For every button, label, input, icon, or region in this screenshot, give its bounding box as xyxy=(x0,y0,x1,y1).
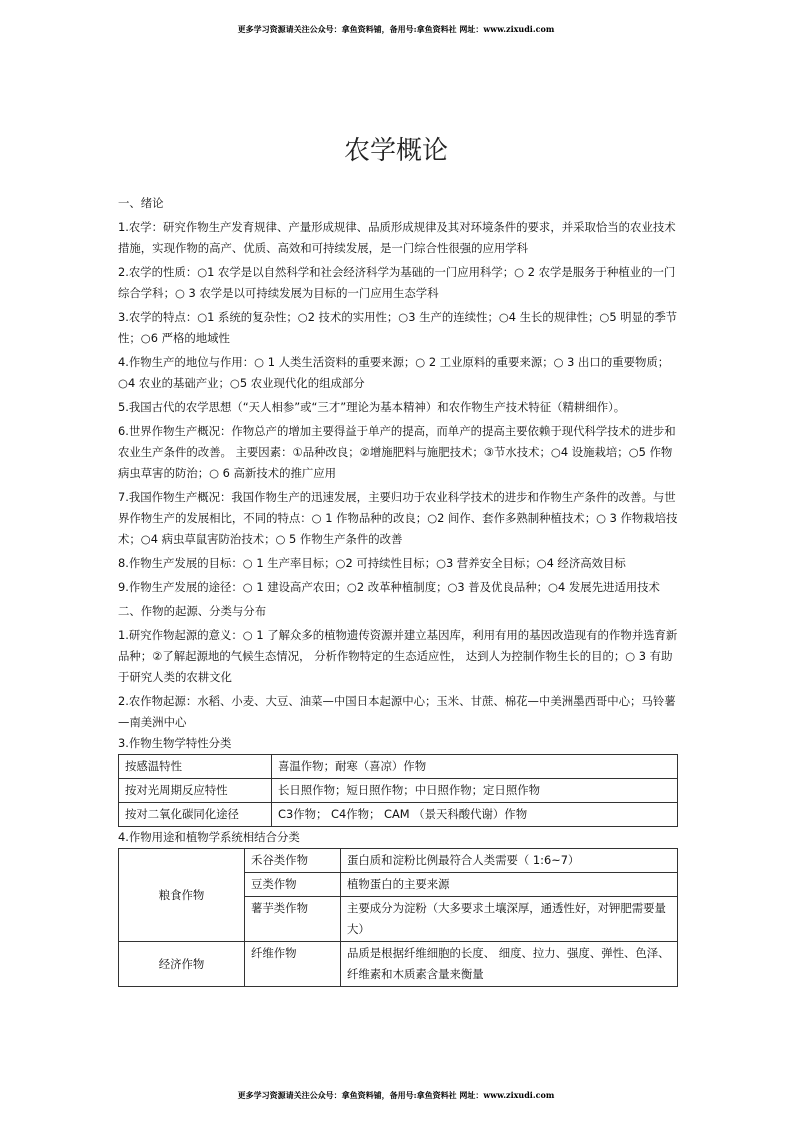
table-cell: 纤维作物 xyxy=(245,942,341,987)
table-cell: C3作物； C4作物； CAM （景天科酸代谢）作物 xyxy=(272,803,678,827)
table-cell: 植物蛋白的主要来源 xyxy=(341,873,678,897)
table-cell: 豆类作物 xyxy=(245,873,341,897)
paragraph: 1.农学：研究作物生产发育规律、产量形成规律、品质形成规律及其对环境条件的要求，并采取恰当的农业技术措施，实现作物的高产、优质、高效和可持续发展，是一门综合性很强的应用学科 xyxy=(118,220,676,255)
table-cell: 长日照作物；短日照作物；中日照作物；定日照作物 xyxy=(272,779,678,803)
table-caption: 4.作物用途和植物学系统相结合分类 xyxy=(118,830,300,844)
table-cell: 按对光周期反应特性 xyxy=(119,779,272,803)
paragraph: 2.农学的性质：○1 农学是以自然科学和社会经济科学为基础的一门应用科学；○ 2 农学是服务于种植业的一门综合学科；○ 3 农学是以可持续发展为目标的一门应用生态学科 xyxy=(118,265,676,300)
table-cell: 品质是根据纤维细胞的长度、 细度、拉力、强度、弹性、色泽、纤维素和木质素含量来衡量 xyxy=(341,942,678,987)
table-cell: 按对二氧化碳同化途径 xyxy=(119,803,272,827)
paragraph: 8.作物生产发展的目标：○ 1 生产率目标；○2 可持续性目标；○3 营养安全目标；○4 经济高效目标 xyxy=(118,556,626,570)
paragraph: 4.作物生产的地位与作用：○ 1 人类生活资料的重要来源；○ 2 工业原料的重要来源；○ 3 出口的重要物质；○4 农业的基础产业；○5 农业现代化的组成部分 xyxy=(118,355,670,390)
table-row xyxy=(119,779,678,803)
usage-classification-table xyxy=(118,848,678,987)
table-cell: 按感温特性 xyxy=(119,755,272,779)
paragraph: 1.研究作物起源的意义：○ 1 了解众多的植物遗传资源并建立基因库，利用有用的基因改造现有的作物并选育新品种；②了解起源地的气候生态情况， 分析作物特定的生态适应性， 达到人为控制作物生长的目的；○ 3 有助于研究人类的农耕文化 xyxy=(118,628,678,684)
paragraph: 2.农作物起源：水稻、小麦、大豆、油菜—中国日本起源中心；玉米、甘蔗、棉花—中美洲墨西哥中心；马铃薯—南美洲中心 xyxy=(118,694,676,729)
table-row xyxy=(119,803,678,827)
table-cell: 主要成分为淀粉（大多要求土壤深厚，通透性好，对钾肥需要量大） xyxy=(341,897,678,942)
table-cell: 蛋白质和淀粉比例最符合人类需要（ 1:6~7） xyxy=(341,849,678,873)
table-row xyxy=(119,942,678,987)
section-heading: 二、作物的起源、分类与分布 xyxy=(118,604,267,618)
table-row xyxy=(119,849,678,873)
header-banner: 更多学习资源请关注公众号：拿鱼资料铺，备用号:拿鱼资料社 网址：www.zixudi.com xyxy=(237,24,555,34)
footer-banner: 更多学习资源请关注公众号：拿鱼资料铺，备用号:拿鱼资料社 网址：www.zixudi.com xyxy=(237,1090,555,1100)
table-group-cell: 经济作物 xyxy=(119,942,245,987)
table-group-cell: 粮食作物 xyxy=(119,849,245,942)
table-cell: 薯芋类作物 xyxy=(245,897,341,942)
paragraph: 9.作物生产发展的途径：○ 1 建设高产农田；○2 改革种植制度；○3 普及优良品种；○4 发展先进适用技术 xyxy=(118,580,660,594)
section-heading: 一、绪论 xyxy=(118,196,164,210)
paragraph: 5.我国古代的农学思想（“天人相参”或“三才”理论为基本精神）和农作物生产技术特征（精耕细作）。 xyxy=(118,400,626,414)
paragraph: 6.世界作物生产概况：作物总产的增加主要得益于单产的提高，而单产的提高主要依赖于现代科学技术的进步和农业生产条件的改善。 主要因素：①品种改良；②增施肥料与施肥技术；③节水技术；○4 设施栽培；○5 作物病虫草害的防治；○ 6 高新技术的推广应用 xyxy=(118,424,676,480)
document-body xyxy=(118,193,678,987)
paragraph: 7.我国作物生产概况：我国作物生产的迅速发展，主要归功于农业科学技术的进步和作物生产条件的改善。与世界作物生产的发展相比，不同的特点：○ 1 作物品种的改良；○2 间作、套作多熟制种植技术；○ 3 作物栽培技术；○4 病虫草鼠害防治技术；○ 5 作物生产条件的改善 xyxy=(118,490,678,546)
table-caption: 3.作物生物学特性分类 xyxy=(118,736,232,750)
table-cell: 禾谷类作物 xyxy=(245,849,341,873)
biology-classification-table xyxy=(118,754,678,827)
paragraph: 3.农学的特点：○1 系统的复杂性；○2 技术的实用性；○3 生产的连续性；○4 生长的规律性；○5 明显的季节性；○6 严格的地域性 xyxy=(118,310,678,345)
page-title: 农学概论 xyxy=(343,136,448,166)
table-row xyxy=(119,755,678,779)
table-cell: 喜温作物；耐寒（喜凉）作物 xyxy=(272,755,678,779)
